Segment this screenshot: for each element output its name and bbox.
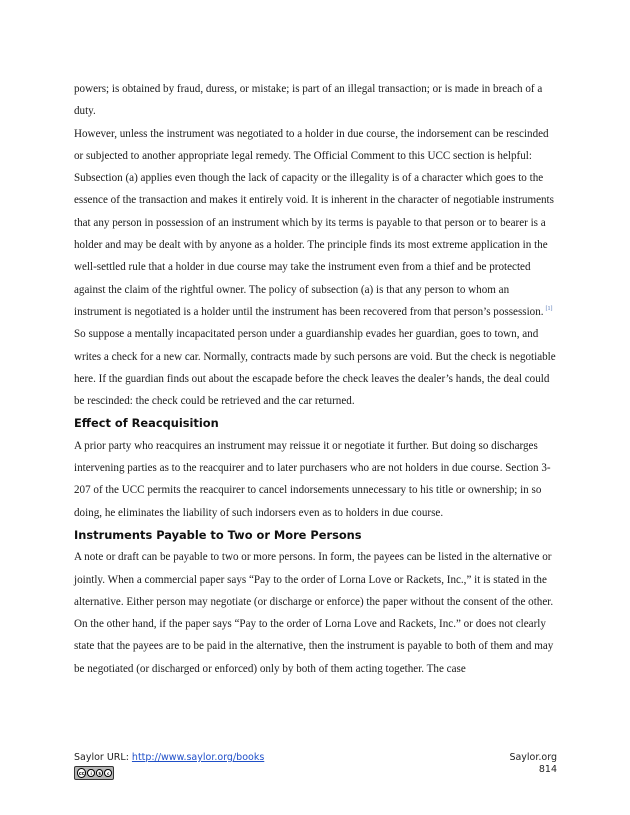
page-body xyxy=(74,78,557,680)
footer-source xyxy=(74,752,264,764)
paragraph-continued: powers; is obtained by fraud, duress, or mistake; is part of an illegal transaction; or is made in breach of a duty. xyxy=(74,83,543,118)
cc-icon: cc xyxy=(77,768,86,778)
official-comment-text: Subsection (a) applies even though the lack of capacity or the illegality is of a character which goes to the essence of the transaction and makes it entirely void. It is inherent in the character of negotiable instruments that any person in possession of an instrument which by its terms is payable to that person or to bearer is a holder and may be dealt with by anyone as a holder. The principle finds its most extreme application in the well-settled rule that a holder in due course may take the instrument even from a thief and be protected against the claim of the rightful owner. The policy of subsection (a) is that any person to whom an instrument is negotiated is a holder until the instrument has been recovered from that person’s possession. xyxy=(74,172,554,318)
footer-page-info xyxy=(509,752,557,776)
paragraph-reacquisition: A prior party who reacquires an instrument may reissue it or negotiate it further. But doing so discharges intervening parties as to the reacquirer and to later purchasers who are not holders in due course. Section 3-207 of the UCC permits the reacquirer to cancel indorsements unnecessary to his title or ownership; in so doing, he eliminates the liability of such indorsers even as to holders in due course. xyxy=(74,439,551,519)
page-number: 814 xyxy=(538,764,557,775)
nc-icon: $ xyxy=(96,769,104,777)
creative-commons-license-icon xyxy=(74,766,114,780)
paragraph-guardianship-example: So suppose a mentally incapacitated person under a guardianship evades her guardian, goes to town, and writes a check for a new car. Normally, contracts made by such persons are void. But the check is negotiable here. If the guardian finds out about the escapade before the check leaves the dealer’s hands, the deal could be rescinded: the check could be retrieved and the car returned. xyxy=(74,328,556,408)
paragraph-two-or-more-persons: A note or draft can be payable to two or more persons. In form, the payees can be listed in the alternative or jointly. When a commercial paper says “Pay to the order of Lorna Love or Rackets, Inc.,” it is stated in the alternative. Either person may negotiate (or discharge or enforce) the paper without the consent of the other. On the other hand, if the paper says “Pay to the order of Lorna Love and Rackets, Inc.” or does not clearly state that the payees are to be paid in the alternative, then the instrument is payable to both of them and may be negotiated (or discharged or enforced) only by both of them acting together. The case xyxy=(74,551,554,675)
heading-effect-of-reacquisition: Effect of Reacquisition xyxy=(74,416,219,431)
by-icon: i xyxy=(87,769,95,777)
heading-two-or-more-persons: Instruments Payable to Two or More Persons xyxy=(74,527,362,542)
saylor-books-link[interactable]: http://www.saylor.org/books xyxy=(131,752,265,763)
footnote-reference-link[interactable]: [1] xyxy=(545,305,553,312)
site-name: Saylor.org xyxy=(509,752,557,763)
source-label: Saylor URL: xyxy=(74,752,132,763)
sa-icon: c xyxy=(104,769,112,777)
official-comment-quote xyxy=(74,167,557,323)
paragraph-indorsement-rescission: However, unless the instrument was negotiated to a holder in due course, the indorsement can be rescinded or subjected to another appropriate legal remedy. The Official Comment to this UCC section is helpful: xyxy=(74,127,549,162)
